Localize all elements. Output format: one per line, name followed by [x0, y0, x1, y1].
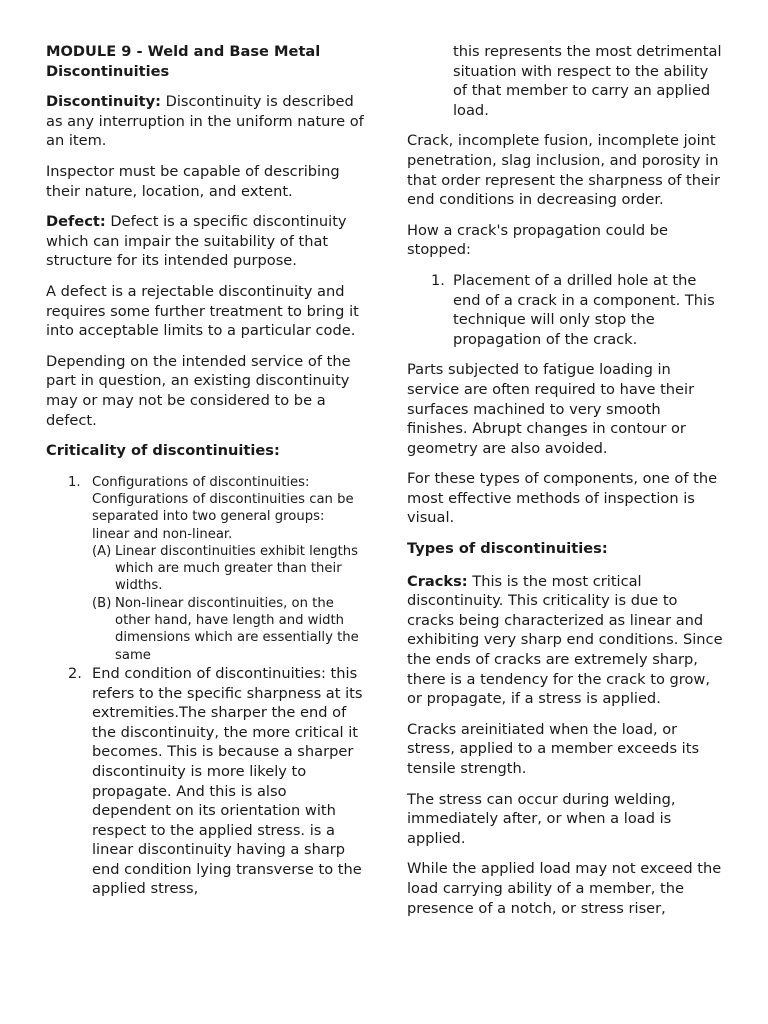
list-number: 2. [68, 664, 82, 682]
crack-order-paragraph: Crack, incomplete fusion, incomplete joint penetration, slag inclusion, and porosity in that order represent the sharpness of their end conditions in decreasing order. [407, 132, 721, 209]
sub-item-label: (B) [92, 595, 112, 611]
list-item-text: Placement of a drilled hole at the end of a crack in a component. This technique will only stop the propagation of the crack. [453, 271, 715, 348]
defect-definition [46, 212, 364, 271]
list-item-text: Configurations of discontinuities: Configurations of discontinuities can be separated into two general groups: linear and non-linear. [92, 474, 354, 542]
cracks-text: This is the most critical discontinuity. This criticality is due to cracks being characterized as linear and exhibiting very sharp end conditions. Since the ends of cracks are extremely sharp, there is a tendency for the crack to grow, or propagate, if a stress is applied. [407, 572, 723, 708]
list-item [46, 474, 364, 664]
visual-paragraph: For these types of components, one of the most effective methods of inspection is visual. [407, 470, 718, 527]
sub-item-text: Non-linear discontinuities, on the other hand, have length and width dimensions which are essentially the same [115, 595, 359, 663]
list-item [407, 271, 723, 349]
module-title: MODULE 9 - Weld and Base Metal Discontinuities [46, 43, 321, 80]
types-heading: Types of discontinuities: [407, 540, 608, 558]
criticality-heading: Criticality of discontinuities: [46, 442, 280, 460]
sub-item-text: Linear discontinuities exhibit lengths which are much greater than their widths. [115, 543, 358, 594]
right-column [407, 42, 723, 929]
list-item [46, 664, 364, 899]
stress-paragraph: The stress can occur during welding, immediately after, or when a load is applied. [407, 790, 676, 847]
cracks-definition [407, 572, 723, 709]
list-number: 1. [68, 474, 81, 490]
sub-item [92, 543, 364, 595]
left-column [46, 42, 364, 899]
depending-paragraph: Depending on the intended service of the part in question, an existing discontinuity may or may not be considered to be a defect. [46, 352, 351, 429]
propagation-intro: How a crack's propagation could be stopped: [407, 221, 669, 259]
sub-item-label: (A) [92, 543, 112, 559]
fatigue-paragraph: Parts subjected to fatigue loading in service are often required to have their surfaces machined to very smooth finishes. Abrupt changes in contour or geometry are also avoided. [407, 361, 695, 457]
initiated-paragraph: Cracks areinitiated when the load, or stress, applied to a member exceeds its tensile strength. [407, 720, 700, 777]
list-number: 1. [431, 271, 445, 289]
discontinuity-definition [46, 92, 364, 151]
discontinuity-term: Discontinuity: [46, 93, 161, 111]
rejectable-paragraph: A defect is a rejectable discontinuity and requires some further treatment to bring it into acceptable limits to a particular code. [46, 282, 359, 340]
continuation-text: this represents the most detrimental situation with respect to the ability of that member to carry an applied load. [453, 43, 722, 119]
defect-text: Defect is a specific discontinuity which can impair the suitability of that structure for its intended purpose. [46, 213, 347, 270]
defect-term: Defect: [46, 213, 106, 231]
applied-load-paragraph: While the applied load may not exceed the load carrying ability of a member, the presence of a notch, or stress riser, [407, 860, 722, 917]
sub-item [92, 595, 364, 664]
criticality-list [46, 474, 364, 899]
cracks-term: Cracks: [407, 572, 468, 590]
list-item-text: End condition of discontinuities: this refers to the specific sharpness at its extremities.The sharper the end of the discontinuity, the more critical it becomes. This is because a sharper discontinuity is more likely to propagate. And this is also dependent on its orientation with respect to the applied stress. is a linear discontinuity having a sharp end condition lying transverse to the applied stress, [92, 664, 363, 898]
inspector-paragraph: Inspector must be capable of describing their nature, location, and extent. [46, 162, 340, 200]
discontinuity-text: Discontinuity is described as any interruption in the uniform nature of an item. [46, 93, 364, 150]
